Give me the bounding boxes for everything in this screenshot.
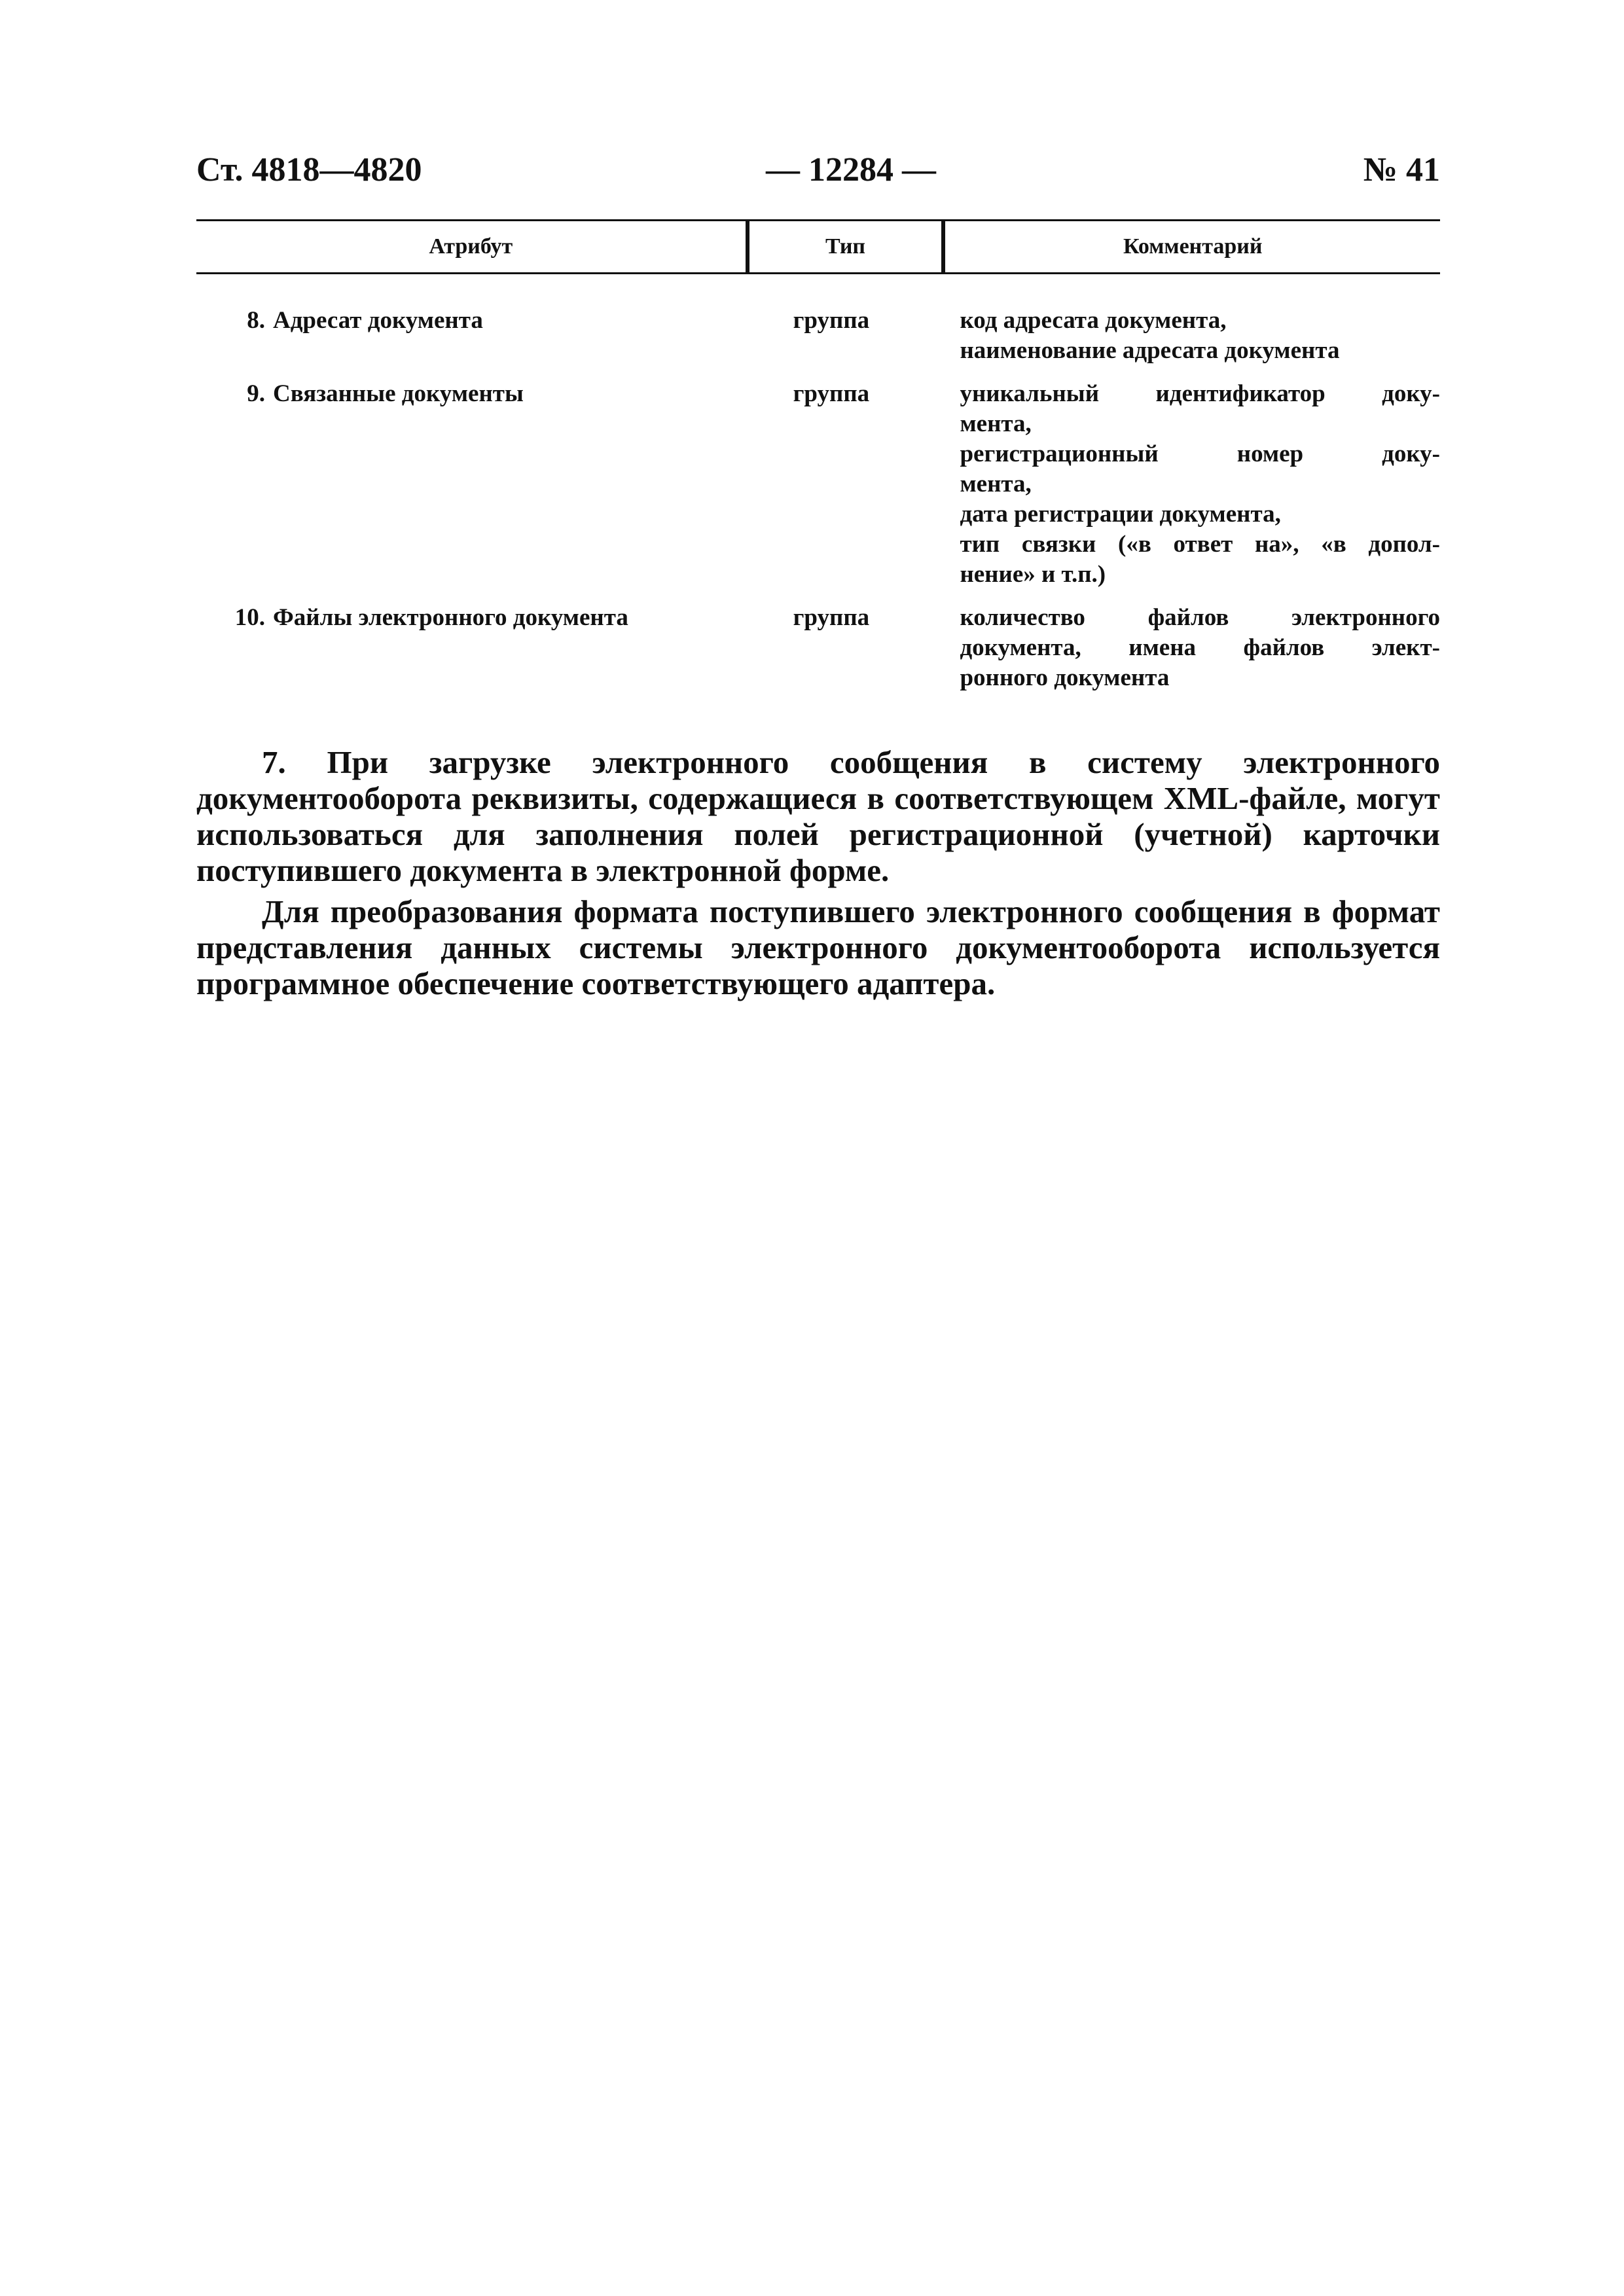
comment-line: нение» и т.п.)	[960, 561, 1106, 588]
comment-cell	[943, 379, 1440, 603]
document-page	[196, 144, 1440, 1007]
attribute-cell	[196, 379, 748, 603]
issue-number: № 41	[1363, 151, 1440, 188]
paragraph: 7. При загрузке электронного сообщения в систему электронного документооборота реквизиты, содержащиеся в соответствующем XML-файле, могут использоваться для заполнения полей регистрационной (учетной) карточки поступившего документа в электронной форме.	[196, 744, 1440, 888]
comment-line: тип связки («в ответ на», «в допол-	[960, 531, 1440, 558]
row-number: 10.	[234, 604, 265, 631]
type-cell: группа	[793, 307, 870, 334]
page-header	[196, 144, 1440, 196]
row-number: 9.	[247, 380, 265, 407]
comment-line: ронного документа	[960, 664, 1170, 691]
column-header-comment: Комментарий	[943, 221, 1440, 274]
attribute-cell	[196, 274, 748, 380]
paragraph: Для преобразования формата поступившего электронного сообщения в формат представления данных системы электронного документооборота используется программное обеспечение соответствующего адаптера.	[196, 893, 1440, 1001]
row-number: 8.	[247, 307, 265, 334]
comment-line: мента,	[960, 410, 1032, 437]
comment-line: регистрационный номер доку-	[960, 440, 1440, 467]
table-header-row	[196, 221, 1440, 274]
attribute-name: Файлы электронного документа	[273, 604, 628, 631]
comment-line: количество файлов электронного	[960, 604, 1440, 631]
table-row	[196, 379, 1440, 603]
comment-line: дата регистрации документа,	[960, 501, 1281, 528]
article-reference: Ст. 4818—4820	[196, 151, 422, 188]
column-header-attribute: Атрибут	[196, 221, 748, 274]
comment-line: мента,	[960, 471, 1032, 497]
attribute-table	[196, 219, 1440, 706]
comment-line: документа, имена файлов элект-	[960, 634, 1440, 661]
page-number: — 12284 —	[766, 151, 936, 188]
table-row	[196, 274, 1440, 380]
attribute-name: Связанные документы	[273, 380, 524, 407]
comment-line: наименование адресата документа	[960, 337, 1340, 364]
comment-line: код адресата документа,	[960, 307, 1227, 334]
type-cell: группа	[793, 380, 870, 407]
column-header-type: Тип	[748, 221, 944, 274]
attribute-cell	[196, 603, 748, 706]
type-cell: группа	[793, 604, 870, 631]
table-row	[196, 603, 1440, 706]
body-text	[196, 744, 1440, 1001]
attribute-name: Адресат документа	[273, 307, 483, 334]
comment-line: уникальный идентификатор доку-	[960, 380, 1440, 407]
comment-cell	[943, 274, 1440, 380]
comment-cell	[943, 603, 1440, 706]
